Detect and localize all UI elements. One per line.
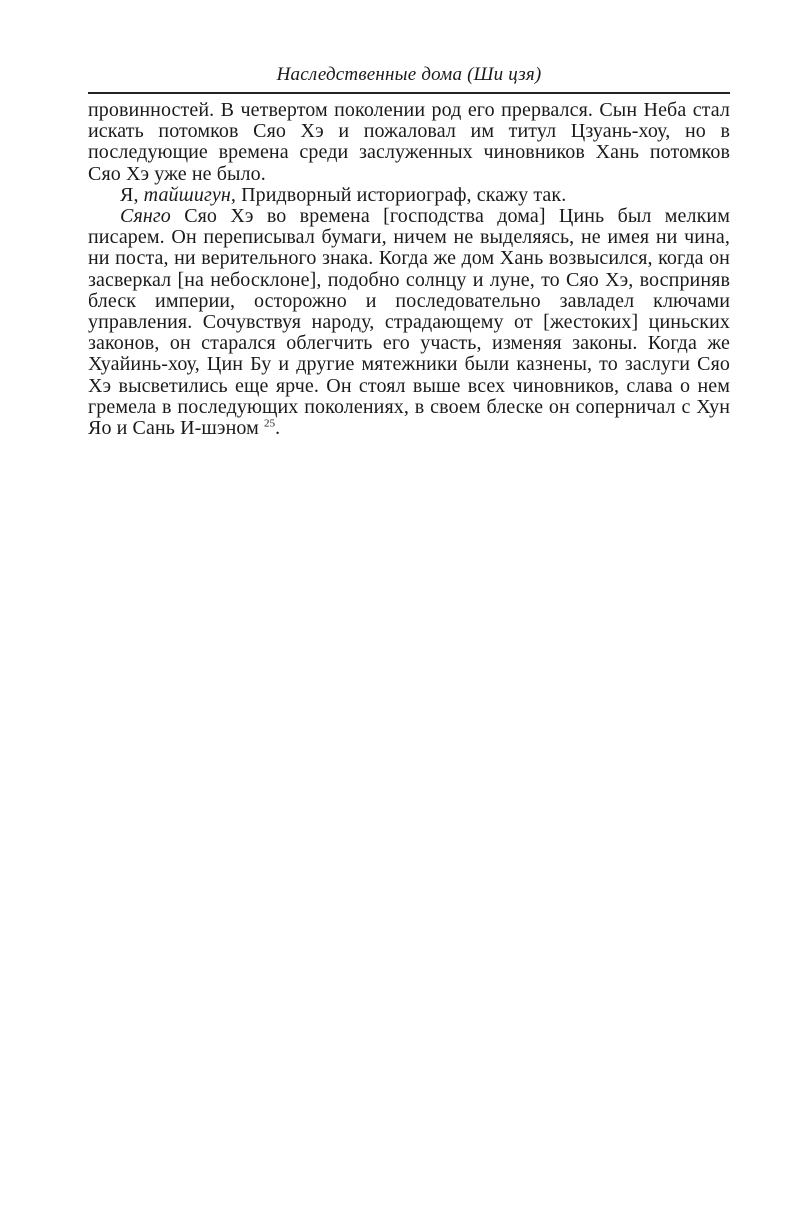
term-taishigun: тайшигун, (143, 183, 236, 206)
para3-rest: Сяо Хэ во времена [господства дома] Цинь был мелким писарем. Он переписывал бумаги, ничем не выделяясь, не имея ни чина, ни поста, ни верительного знака. Когда же дом Хань возвысился, когда он засверкал [на небосклоне], подобно солнцу и луне, то Сяо Хэ, восприняв блеск империи, осторожно и последовательно завладел ключами управления. Сочувствуя народу, страдающему от [жестоких] циньских законов, он старался облегчить его участь, изменяя законы. Когда же Хуайинь-хоу, Цин Бу и другие мятежники были казнены, то заслуги Сяо Хэ высветились еще ярче. Он стоял выше всех чиновников, слава о нем гремела в последующих поколениях, в своем блеске он соперничал с Хун Яо и Сань И-шэном (88, 205, 730, 440)
page (88, 62, 730, 439)
main-text (88, 100, 730, 439)
para2-start: Я, (120, 183, 139, 206)
footnote-ref[interactable]: 25 (263, 417, 276, 430)
term-syango: Сянго (120, 205, 171, 228)
para3-end: . (275, 417, 281, 440)
paragraph-2 (88, 185, 730, 206)
para2-rest: Придворный историограф, скажу так. (241, 183, 567, 206)
paragraph-1: провинностей. В четвертом поколении род его прервался. Сын Неба стал искать потомков Сяо Хэ и пожаловал им титул Цзуань-хоу, но в последующие времена среди заслуженных чиновников Хань потомков Сяо Хэ уже не было. (88, 99, 730, 185)
paragraph-3 (88, 206, 730, 439)
running-title: Наследственные дома (Ши цзя) (88, 62, 730, 94)
